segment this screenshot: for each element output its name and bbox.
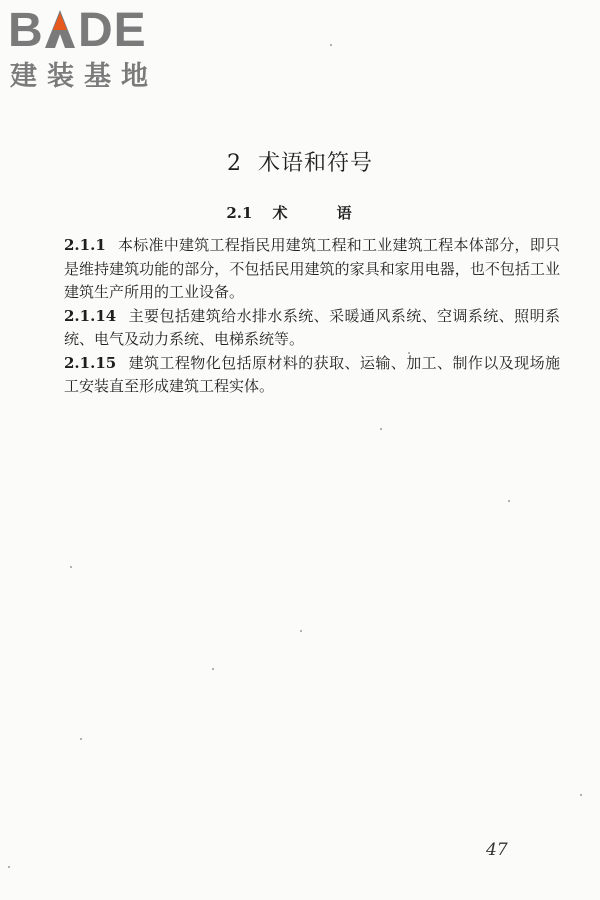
scan-speck <box>508 500 510 502</box>
section-title-text: 术 语 <box>272 204 374 222</box>
svg-text:DE: DE <box>78 4 147 54</box>
chapter-title <box>0 146 600 177</box>
logo-subtitle: 建装基地 <box>10 61 158 92</box>
clause-item <box>64 234 560 305</box>
chapter-number: 2 <box>226 151 242 176</box>
clause-list <box>64 234 560 399</box>
clause-number: 2.1.14 <box>64 306 117 325</box>
svg-text:B: B <box>8 4 44 54</box>
clause-number: 2.1.1 <box>64 236 106 254</box>
clause-number: 2.1.15 <box>64 353 117 372</box>
bade-logo-icon <box>8 4 178 54</box>
scan-speck <box>8 866 10 868</box>
scan-speck <box>380 428 382 430</box>
chapter-title-text: 术语和符号 <box>257 151 373 176</box>
section-title <box>0 202 600 223</box>
scan-speck <box>212 668 214 670</box>
scan-speck <box>300 630 302 632</box>
clause-text: 主要包括建筑给水排水系统、采暖通风系统、空调系统、照明系统、电气及动力系统、电梯系统等。 <box>64 306 560 348</box>
section-number: 2.1 <box>226 204 253 222</box>
scan-speck <box>330 44 332 46</box>
clause-text: 本标准中建筑工程指民用建筑工程和工业建筑工程本体部分，即只是维持建筑功能的部分，不包括民用建筑的家具和家用电器，也不包括工业建筑生产所用的工业设备。 <box>64 236 560 301</box>
page-number: 47 <box>486 840 508 860</box>
scan-speck <box>580 794 582 796</box>
scan-speck <box>70 566 72 568</box>
clause-item <box>64 352 560 399</box>
watermark-logo <box>8 4 178 92</box>
scan-speck <box>408 352 410 354</box>
clause-text: 建筑工程物化包括原材料的获取、运输、加工、制作以及现场施工安装直至形成建筑工程实体。 <box>64 353 560 395</box>
scan-speck <box>80 738 82 740</box>
clause-item <box>64 305 560 352</box>
